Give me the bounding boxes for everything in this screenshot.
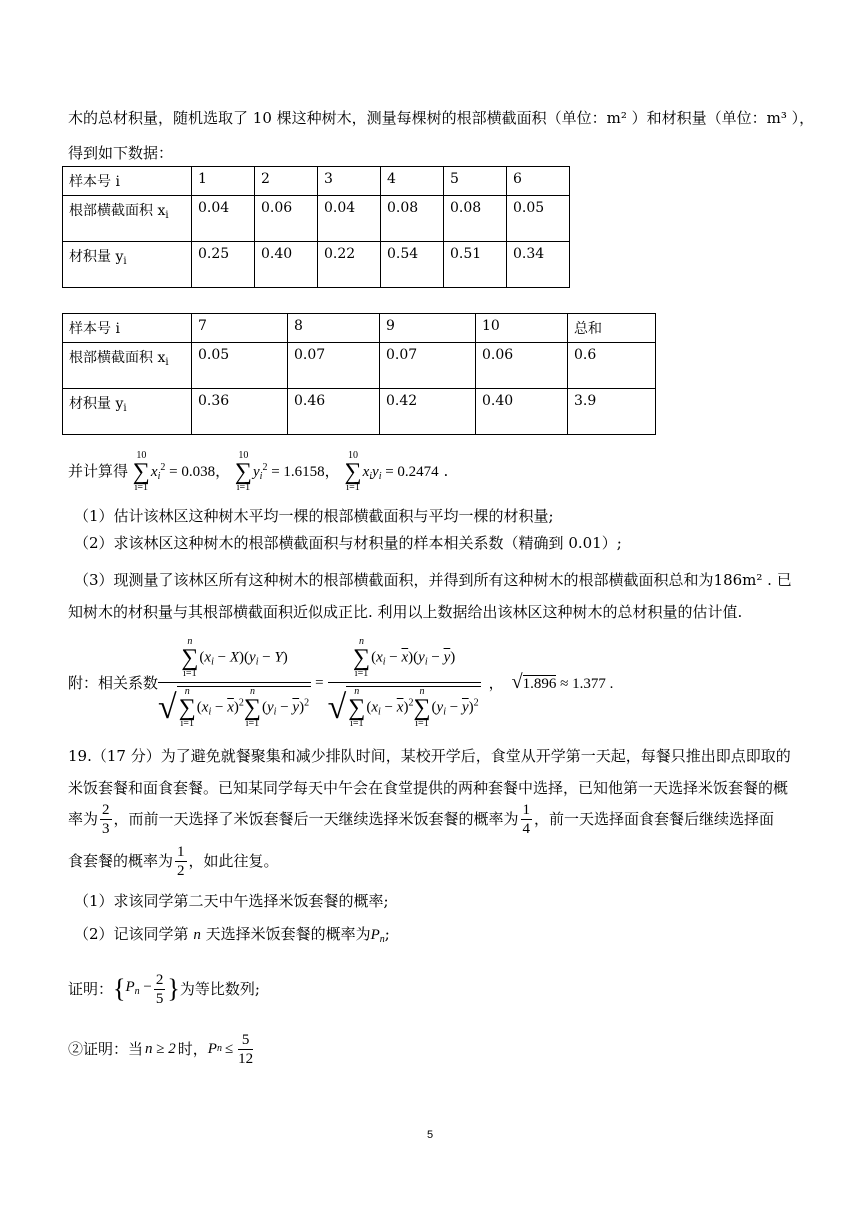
- sum-symbol: 10 ∑ i=1: [132, 450, 150, 493]
- table2-row-label: 根部横截面积 $x_i$: [63, 343, 192, 389]
- table2-header-1: 7: [192, 314, 288, 343]
- p19-line-1: 19.（17 分）为了避免就餐聚集和减少排队时间，某校开学后，食堂从开学第一天起，每餐只推出即点即取的: [68, 747, 791, 765]
- question-1: （1）估计该林区这种树木平均一棵的根部横截面积与平均一棵的材积量;: [74, 507, 554, 525]
- table2-row-label: 材积量 $y_i$: [63, 389, 192, 435]
- data-table-1: [62, 166, 570, 288]
- calc-sums: 并计算得 10 ∑ i=1 $x_i^2 = 0.038$， 10 ∑ i=1 $y_i^2 = 1.6158$， 10 ∑ i=1 $x_iy_i = 0.2474$ .: [68, 450, 449, 493]
- fraction-1-4: $\frac{1}{4}$: [522, 801, 531, 837]
- table1-cell: 0.04: [192, 196, 255, 242]
- correlation-formula: 附：相关系数 n ∑ i=1 $(x_i - X)(y_i - Y)$ √ n ∑ i=1 $(x_i - \overline{x})^2$ n ∑ i=1 $(y_i - \overline{y})^2$ = n ∑ i=1 $(x_i - \overline{x})(y_i - \overline{y})$ √ n ∑ i=1 $(x_i - \overline{x})^2$ n ∑ i=1 $(y_i - \overline{y})^2$ ， √1.896 ≈ 1.377 .: [68, 636, 614, 729]
- p19-question-1: （1）求该同学第二天中午选择米饭套餐的概率;: [74, 892, 389, 910]
- table1-header-4: 4: [381, 167, 444, 196]
- table1-cell: 0.54: [381, 242, 444, 288]
- table2-cell: 0.42: [380, 389, 476, 435]
- table2-cell: 0.07: [288, 343, 380, 389]
- table1-header-0: 样本号 i: [63, 167, 192, 196]
- table2-header-0: 样本号 i: [63, 314, 192, 343]
- table2-cell: 0.46: [288, 389, 380, 435]
- table1-cell: 0.04: [318, 196, 381, 242]
- table1-cell: 0.22: [318, 242, 381, 288]
- table2-header-5: 总和: [568, 314, 656, 343]
- table1-header-3: 3: [318, 167, 381, 196]
- table2-header-4: 10: [476, 314, 568, 343]
- question-3b: 知树木的材积量与其根部横截面积近似成正比. 利用以上数据给出该林区这种树木的总材积量的估计值.: [68, 603, 743, 621]
- p19-proof-2: ②证明：当 n ≥ 2 时， P n ≤ $\frac{5}{12}$: [68, 1031, 254, 1067]
- table1-cell: 0.05: [507, 196, 570, 242]
- table2-cell: 0.36: [192, 389, 288, 435]
- table1-cell: 0.08: [381, 196, 444, 242]
- table1-header-5: 5: [444, 167, 507, 196]
- fraction-2-5: $\frac{2}{5}$: [155, 971, 164, 1007]
- sum-symbol: 10 ∑ i=1: [344, 450, 362, 493]
- intro-line-1: 木的总材积量，随机选取了 10 棵这种树木，测量每棵树的根部横截面积（单位：m² ）和材积量（单位：m³ ），: [68, 109, 815, 127]
- intro-line-2: 得到如下数据：: [68, 144, 174, 162]
- p19-question-2: （2）记该同学第 n 天选择米饭套餐的概率为$P_n$;: [74, 925, 390, 945]
- p19-line-4: 食套餐的概率为 $\frac{1}{2}$ ，如此往复。: [68, 843, 279, 879]
- formula-fraction-1: n ∑ i=1 $(x_i - X)(y_i - Y)$ √ n ∑ i=1 $(x_i - \overline{x})^2$ n ∑ i=1 $(y_i - \overline{y})^2$: [158, 636, 310, 729]
- table2-cell: 0.06: [476, 343, 568, 389]
- table2-cell: 0.05: [192, 343, 288, 389]
- question-3a: （3）现测量了该林区所有这种树木的根部横截面积，并得到所有这种树木的根部横截面积总和为186m² . 已: [74, 571, 792, 589]
- table2-cell: 0.07: [380, 343, 476, 389]
- table2-header-3: 9: [380, 314, 476, 343]
- fraction-1-2: $\frac{1}{2}$: [177, 843, 185, 879]
- formula-fraction-2: n ∑ i=1 $(x_i - \overline{x})(y_i - \overline{y})$ √ n ∑ i=1 $(x_i - \overline{x})^2$ n ∑ i=1 $(y_i - \overline{y})^2$: [327, 636, 479, 729]
- table2-cell: 0.6: [568, 343, 656, 389]
- p19-line-3: 率为 $\frac{2}{3}$ ，而前一天选择了米饭套餐后一天继续选择米饭套餐的概率为 $\frac{1}{4}$ ，前一天选择面食套餐后继续选择面: [68, 801, 775, 837]
- table1-header-6: 6: [507, 167, 570, 196]
- question-2: （2）求该林区这种树木的根部横截面积与材积量的样本相关系数（精确到 0.01）;: [74, 534, 622, 552]
- fraction-2-3: $\frac{2}{3}$: [102, 801, 110, 837]
- table1-cell: 0.40: [255, 242, 318, 288]
- table1-cell: 0.51: [444, 242, 507, 288]
- data-table-2: [62, 313, 656, 435]
- table2-cell: 0.40: [476, 389, 568, 435]
- p19-proof-1: 证明： { $P_n$ − $\frac{2}{5}$ } 为等比数列;: [68, 971, 260, 1007]
- table1-cell: 0.08: [444, 196, 507, 242]
- p19-line-2: 米饭套餐和面食套餐。已知某同学每天中午会在食堂提供的两种套餐中选择，已知他第一天选择米饭套餐的概: [68, 779, 789, 797]
- table1-header-1: 1: [192, 167, 255, 196]
- table2-cell: 3.9: [568, 389, 656, 435]
- table1-row-label: 根部横截面积 $x_i$: [63, 196, 192, 242]
- table2-header-2: 8: [288, 314, 380, 343]
- page-number: 5: [426, 1129, 434, 1141]
- table1-cell: 0.25: [192, 242, 255, 288]
- table1-cell: 0.34: [507, 242, 570, 288]
- sum-symbol: 10 ∑ i=1: [234, 450, 252, 493]
- table1-row-label: 材积量 $y_i$: [63, 242, 192, 288]
- fraction-5-12: $\frac{5}{12}$: [238, 1031, 254, 1067]
- table1-cell: 0.06: [255, 196, 318, 242]
- table1-header-2: 2: [255, 167, 318, 196]
